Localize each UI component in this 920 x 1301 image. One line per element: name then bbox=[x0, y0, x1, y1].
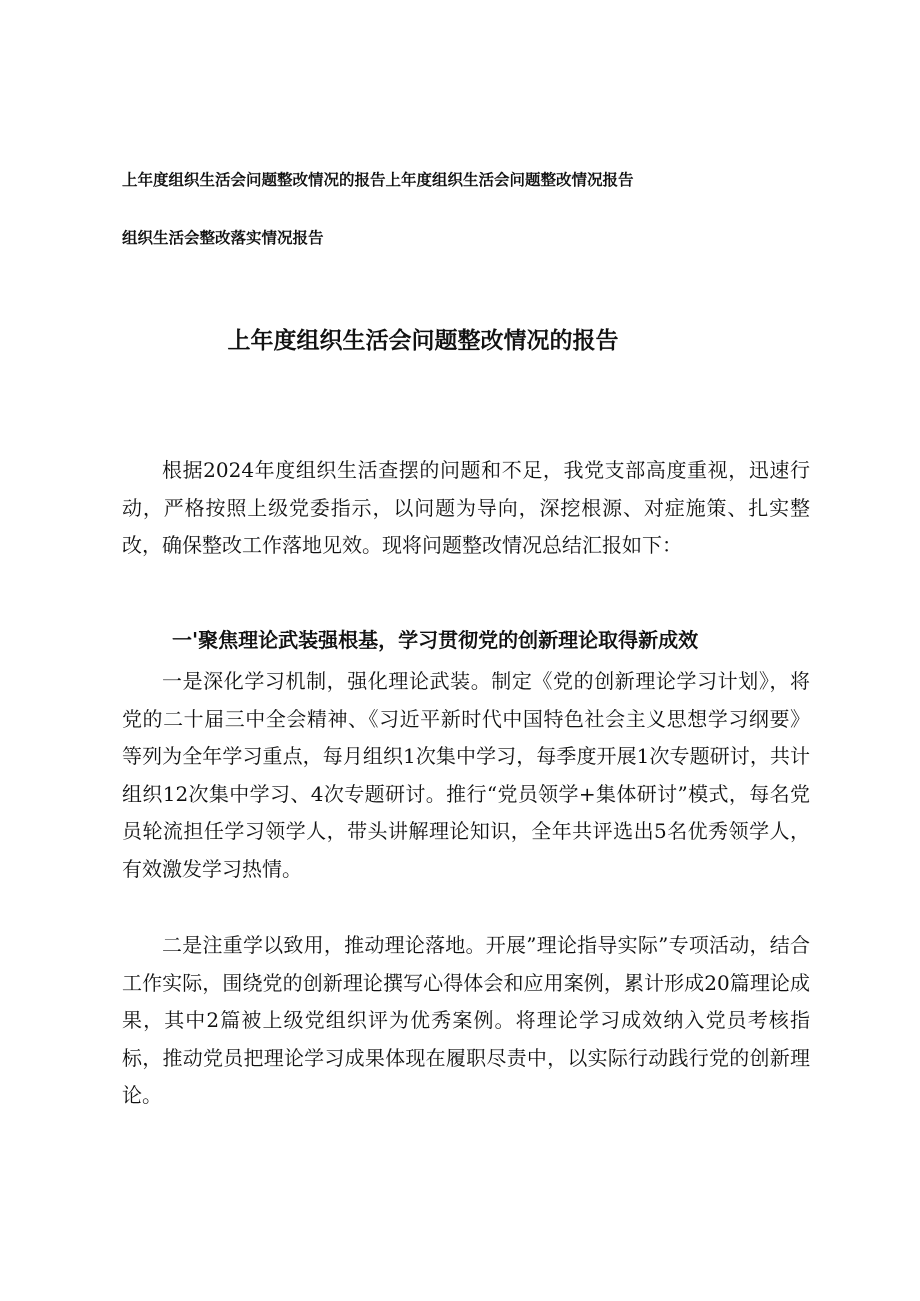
section-1-paragraph-2: 二是注重学以致用，推动理论落地。开展”理论指导实际”专项活动，结合工作实际，围绕党的创新理论撰写心得体会和应用案例，累计形成20篇理论成果，其中2篇被上级党组织评为优秀案例。将理论学习成效纳入党员考核指标，推动党员把理论学习成果体现在履职尽责中，以实际行动践行党的创新理论。 bbox=[122, 933, 810, 1107]
section-1-paragraph-1: 一是深化学习机制，强化理论武装。制定《党的创新理论学习计划》，将党的二十届三中全会精神、《习近平新时代中国特色社会主义思想学习纲要》等列为全年学习重点，每月组织1次集中学习，每季度开展1次专题研讨，共计组织12次集中学习、4次专题研讨。推行“党员领学+集体研讨”模式，每名党员轮流担任学习领学人，带头讲解理论知识，全年共评选出5名优秀领学人，有效激发学习热情。 bbox=[122, 669, 810, 881]
header-title-line-2: 组织生活会整改落实情况报告 bbox=[122, 229, 324, 247]
intro-paragraph: 根据2024年度组织生活查摆的问题和不足，我党支部高度重视，迅速行动，严格按照上级党委指示，以问题为导向，深挖根源、对症施策、扎实整改，确保整改工作落地见效。现将问题整改情况总结汇报如下： bbox=[122, 458, 810, 557]
header-title-line-1: 上年度组织生活会问题整改情况的报告上年度组织生活会问题整改情况报告 bbox=[122, 171, 634, 189]
section-1-heading: 一'聚焦理论武装强根基，学习贯彻党的创新理论取得新成效 bbox=[172, 628, 699, 652]
document-title: 上年度组织生活会问题整改情况的报告 bbox=[227, 328, 619, 354]
